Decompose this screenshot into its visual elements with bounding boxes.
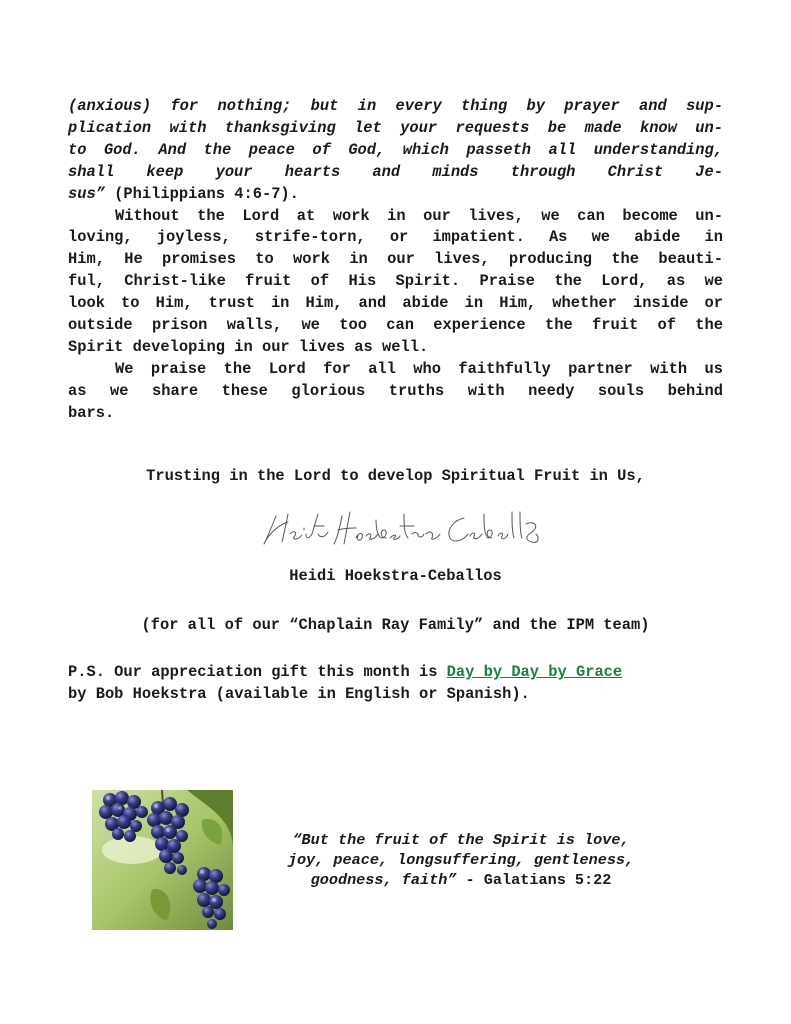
verse-reference: (Philippians 4:6-7).: [104, 184, 299, 203]
signer-name: Heidi Hoekstra-Ceballos: [289, 567, 502, 585]
verse-last-line: [68, 184, 723, 206]
paragraph-line: outside prison walls, we too can experience the fruit of the: [68, 316, 723, 335]
postscript: [68, 661, 728, 705]
closing-salutation: Trusting in the Lord to develop Spiritual Fruit in Us,: [146, 467, 645, 485]
paragraph-line: look to Him, trust in Him, and abide in Him, whether inside or: [68, 294, 723, 313]
quote-line: joy, peace, longsuffering, gentleness,: [287, 851, 635, 869]
verse-line: to God. And the peace of God, which passeth all understanding,: [68, 140, 723, 159]
paragraph-line: Spirit developing in our lives as well.: [68, 337, 429, 356]
quote-line: “But the fruit of the Spirit is love,: [292, 831, 630, 849]
gift-title-link[interactable]: Day by Day by Grace: [446, 663, 623, 681]
team-line: (for all of our “Chaplain Ray Family” and the IPM team): [141, 616, 650, 634]
paragraph-line: bars.: [68, 403, 115, 422]
signature-image: [258, 504, 543, 550]
verse-last-italic: sus”: [68, 184, 105, 203]
paragraph-line: as we share these glorious truths with needy souls behind: [68, 381, 723, 400]
verse-line: shall keep your hearts and minds through Christ Je-: [68, 162, 723, 181]
paragraph-line: loving, joyless, strife-torn, or impatient. As we abide in: [68, 228, 723, 247]
paragraph-line: Without the Lord at work in our lives, we can become un-: [115, 206, 723, 225]
letter-body: [68, 96, 723, 425]
paragraph-line: We praise the Lord for all who faithfully partner with us: [115, 359, 723, 378]
footer-quote: [246, 830, 676, 890]
quote-reference: - Galatians 5:22: [456, 871, 612, 889]
verse-line: (anxious) for nothing; but in every thing by prayer and sup-: [68, 97, 723, 115]
verse-line: plication with thanksgiving let your requests be made know un-: [68, 118, 723, 137]
postscript-suffix: by Bob Hoekstra (available in English or Spanish).: [68, 685, 530, 703]
grapes-photo: [92, 790, 233, 930]
paragraph-line: Him, He promises to work in our lives, producing the beauti-: [68, 250, 723, 269]
paragraph-line: ful, Christ-like fruit of His Spirit. Praise the Lord, as we: [68, 272, 723, 291]
quote-line-italic: goodness, faith”: [310, 871, 457, 889]
postscript-prefix: P.S. Our appreciation gift this month is: [68, 663, 447, 681]
